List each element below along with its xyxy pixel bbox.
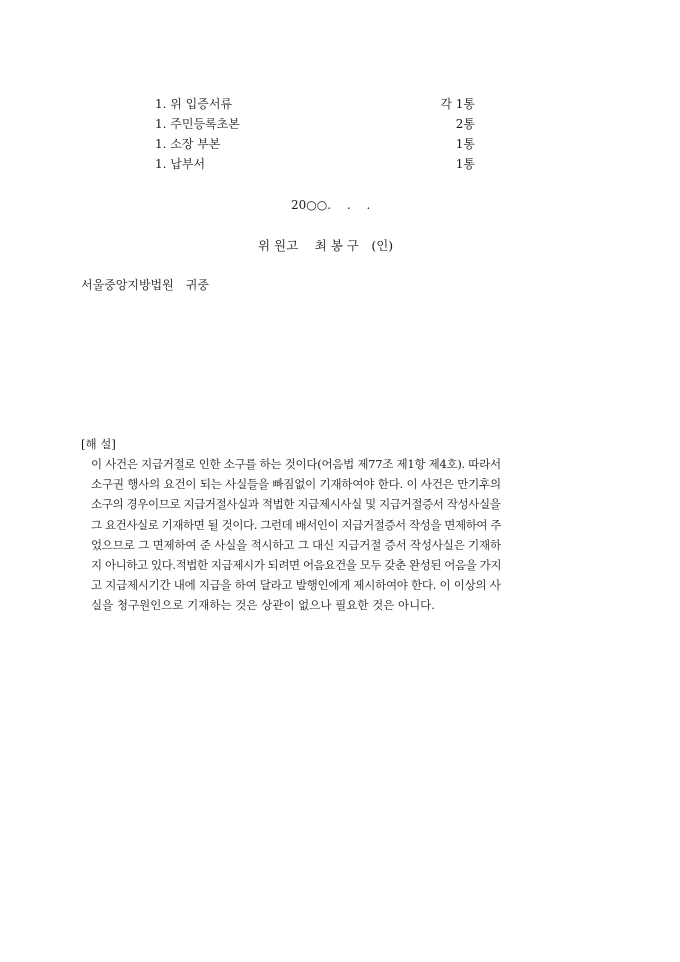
commentary-line: 그 요건사실로 기재하면 될 것이다. 그런데 배서인이 지급거절증서 작성을 면제하여 주 (91, 517, 502, 532)
attachment-count: 1통 (455, 157, 475, 171)
commentary-line: 지 아니하고 있다.적법한 지급제시가 되려면 어음요건을 모두 갖춘 완성된 어음을 가지 (91, 557, 502, 572)
commentary-body (91, 454, 501, 616)
attachment-row (155, 94, 475, 114)
commentary-line: 소구권 행사의 요건이 되는 사실들을 빠짐없이 기재하여야 한다. 이 사건은 만기후의 (91, 477, 501, 492)
attachment-label: 1. 납부서 (155, 157, 206, 171)
attachment-count: 각 1통 (440, 97, 475, 111)
commentary-line: 이 사건은 지급거절로 인한 소구를 하는 것이다(어음법 제77조 제1항 제4호). 따라서 (91, 457, 501, 471)
attachment-row (155, 114, 475, 134)
plaintiff-signature-line: 위 원고 최 봉 구 (인) (258, 238, 394, 253)
filing-date: 20○○. . . (291, 198, 371, 212)
court-addressee: 서울중앙지방법원 귀중 (81, 278, 209, 292)
attachment-row (155, 134, 475, 154)
attachment-label: 1. 소장 부본 (155, 137, 221, 151)
attachment-label: 1. 위 입증서류 (155, 97, 233, 111)
commentary-line: 었으므로 그 면제하여 준 사실을 적시하고 그 대신 지급거절 증서 작성사실은 기재하 (91, 537, 501, 552)
attachment-row (155, 154, 475, 174)
commentary-line: 실을 청구원인으로 기재하는 것은 상관이 없으나 필요한 것은 아니다. (91, 598, 435, 613)
commentary-title: [해 설] (81, 437, 116, 451)
commentary-line: 고 지급제시기간 내에 지급을 하여 달라고 발행인에게 제시하여야 한다. 이 이상의 사 (91, 578, 501, 593)
attachment-list (155, 94, 475, 174)
attachment-count: 2통 (455, 117, 475, 131)
attachment-count: 1통 (455, 137, 475, 151)
commentary-line: 소구의 경우이므로 지급거절사실과 적법한 지급제시사실 및 지급거절증서 작성사실을 (91, 497, 501, 512)
commentary-section (81, 434, 501, 616)
attachment-label: 1. 주민등록초본 (155, 117, 240, 131)
